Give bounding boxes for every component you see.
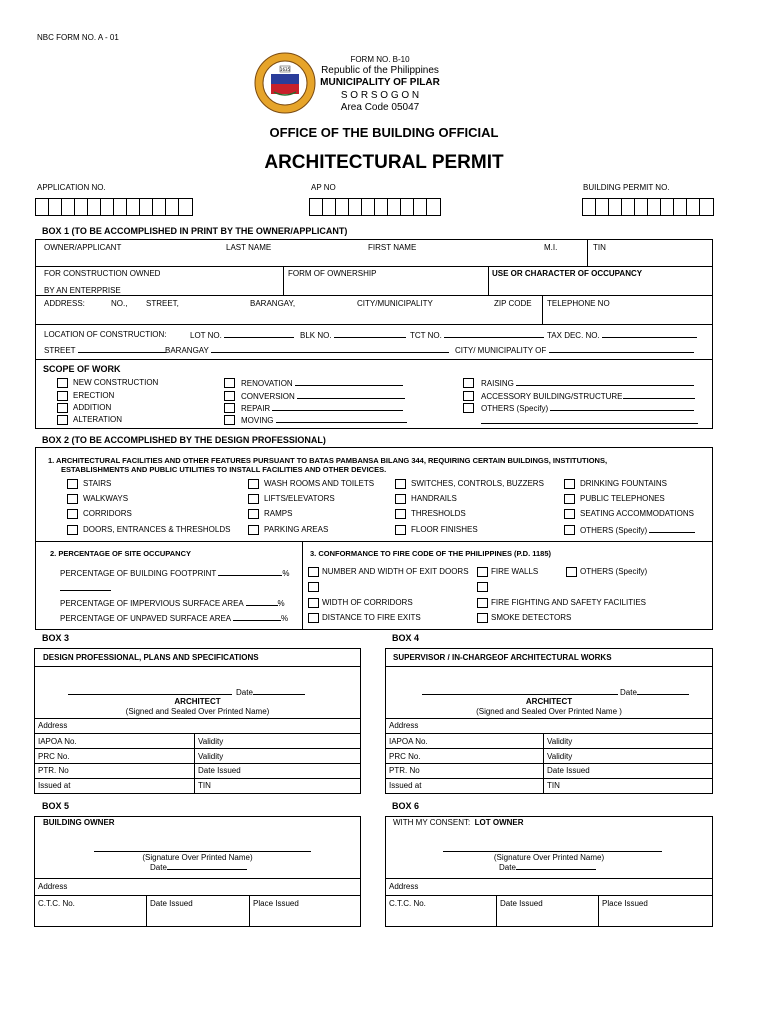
blk-no-line: [300, 330, 406, 341]
box4-architect-label: ARCHITECT: [525, 697, 573, 706]
fac-thresholds-checkbox[interactable]: [395, 509, 406, 519]
footprint-label: PERCENTAGE OF BUILDING FOOTPRINT: [60, 569, 217, 578]
fac-floor-finishes-label: FLOOR FINISHES: [411, 525, 478, 534]
tax-dec-label: TAX DEC. NO.: [547, 331, 600, 340]
page-title: ARCHITECTURAL PERMIT: [264, 152, 504, 173]
city-line: [455, 345, 694, 356]
box3-heading: DESIGN PROFESSIONAL, PLANS AND SPECIFICATIONS: [43, 653, 259, 662]
impervious-label: PERCENTAGE OF IMPERVIOUS SURFACE AREA: [60, 599, 244, 608]
scope-others-extra-line[interactable]: [481, 423, 698, 424]
box3-date-label: Date: [236, 688, 253, 697]
ap-no-label: AP NO: [311, 183, 336, 192]
box3-validity1-label: Validity: [198, 737, 224, 746]
fire-others-checkbox[interactable]: [566, 567, 577, 577]
fire-exit-doors-checkbox[interactable]: [308, 567, 319, 577]
item1-line1: 1. ARCHITECTURAL FACILITIES AND OTHER FEATURES PURSUANT TO BATAS PAMBANSA BILANG 344, REQUIRING CERTAIN BUILDINGS, INSTITUTIONS,: [48, 456, 608, 465]
impervious-line: [60, 598, 285, 609]
scope-of-work-heading: SCOPE OF WORK: [43, 364, 121, 374]
street-label: STREET: [44, 346, 76, 355]
fire-fighting-checkbox[interactable]: [477, 598, 488, 608]
scope-others-label: OTHERS (Specify): [481, 404, 549, 413]
office-title: OFFICE OF THE BUILDING OFFICIAL: [269, 125, 499, 140]
first-name-label: FIRST NAME: [368, 243, 417, 252]
fac-walkways-label: WALKWAYS: [83, 494, 129, 503]
box3-address-label: Address: [38, 721, 68, 730]
fac-washrooms-checkbox[interactable]: [248, 479, 259, 489]
box6-lot-owner-label: LOT OWNER: [474, 818, 524, 827]
address-no-label: NO.,: [111, 299, 128, 308]
lot-no-label: LOT NO.: [190, 331, 222, 340]
box1-heading: BOX 1 (TO BE ACCOMPLISHED IN PRINT BY THE OWNER/APPLICANT): [42, 226, 348, 236]
fire-blank-checkbox-1[interactable]: [308, 582, 319, 592]
impervious-pct: %: [277, 599, 285, 608]
box6-date-line: [499, 862, 596, 873]
box3-label: BOX 3: [42, 633, 70, 643]
footprint-extra-line[interactable]: [60, 590, 111, 591]
box5-signature-label: (Signature Over Printed Name): [142, 853, 253, 862]
box6-signature-line[interactable]: [443, 851, 662, 852]
fac-telephones-checkbox[interactable]: [564, 494, 575, 504]
barangay-label: BARANGAY: [165, 346, 209, 355]
fac-washrooms-label: WASH ROOMS AND TOILETS: [264, 479, 375, 488]
blk-no-label: BLK NO.: [300, 331, 332, 340]
box5-signature-line[interactable]: [94, 851, 311, 852]
zip-code-label: ZIP CODE: [494, 299, 532, 308]
scope-addition-checkbox[interactable]: [57, 403, 68, 413]
footprint-pct: %: [282, 569, 290, 578]
fac-stairs-checkbox[interactable]: [67, 479, 78, 489]
location-label: LOCATION OF CONSTRUCTION:: [44, 330, 167, 339]
scope-renovation-line: [241, 378, 403, 389]
fire-fighting-label: FIRE FIGHTING AND SAFETY FACILITIES: [491, 598, 646, 607]
scope-others-checkbox[interactable]: [463, 403, 474, 413]
fac-drinking-checkbox[interactable]: [564, 479, 575, 489]
scope-conversion-line: [241, 391, 405, 402]
fac-ramps-checkbox[interactable]: [248, 509, 259, 519]
distance-exits-label: DISTANCE TO FIRE EXITS: [322, 613, 421, 622]
box3-issued-at-label: Issued at: [38, 781, 71, 790]
box4-signature-line[interactable]: [422, 694, 618, 695]
fac-ramps-label: RAMPS: [264, 509, 293, 518]
fire-exit-doors-label: NUMBER AND WIDTH OF EXIT DOORS: [322, 567, 469, 576]
box4-tin-label: TIN: [547, 781, 560, 790]
use-character-label: USE OR CHARACTER OF OCCUPANCY: [492, 269, 643, 278]
box4-signed-label: (Signed and Sealed Over Printed Name ): [476, 707, 622, 716]
scope-accessory-checkbox[interactable]: [463, 391, 474, 401]
tin-label: TIN: [593, 243, 606, 252]
scope-others-line: [481, 403, 694, 414]
city-municipality-label: CITY/ MUNICIPALITY OF: [455, 346, 547, 355]
unpaved-line: [60, 613, 288, 624]
box6-consent-line: [393, 818, 524, 828]
application-no-label: APPLICATION NO.: [37, 183, 106, 192]
seal-year: 1635: [279, 67, 291, 72]
area-code-label: Area Code 05047: [340, 102, 420, 113]
scope-addition-label: ADDITION: [73, 403, 112, 412]
box6-ctc-label: C.T.C. No.: [389, 899, 426, 908]
address-label: ADDRESS:: [44, 299, 85, 308]
box3-ptr-label: PTR. No: [38, 766, 69, 775]
building-permit-no-label: BUILDING PERMIT NO.: [583, 183, 670, 192]
smoke-detectors-label: SMOKE DETECTORS: [491, 613, 572, 622]
tax-dec-line: [547, 330, 697, 341]
item1-line2: ESTABLISHMENTS AND PUBLIC UTILITIES TO INSTALL FACILITIES AND OTHER DEVICES.: [61, 465, 387, 474]
box3-architect-label: ARCHITECT: [174, 697, 221, 706]
scope-new-construction-label: NEW CONSTRUCTION: [73, 378, 159, 387]
fac-lifts-label: LIFTS/ELEVATORS: [264, 494, 335, 503]
fac-thresholds-label: THRESHOLDS: [411, 509, 466, 518]
scope-accessory-line: [481, 391, 695, 402]
box6-label: BOX 6: [392, 801, 420, 811]
box5-label: BOX 5: [42, 801, 70, 811]
fac-doors-label: DOORS, ENTRANCES & THRESHOLDS: [83, 525, 231, 534]
nbc-form-number: NBC FORM NO. A - 01: [37, 33, 119, 42]
fac-switches-label: SWITCHES, CONTROLS, BUZZERS: [411, 479, 544, 488]
fac-parking-checkbox[interactable]: [248, 525, 259, 535]
fire-walls-checkbox[interactable]: [477, 567, 488, 577]
fac-others-label: OTHERS (Specify): [580, 526, 648, 535]
box4-label: BOX 4: [392, 633, 420, 643]
scope-alteration-checkbox[interactable]: [57, 415, 68, 425]
box5-address-label: Address: [38, 882, 68, 891]
box4-address-label: Address: [389, 721, 419, 730]
box4-heading: SUPERVISOR / IN-CHARGEOF ARCHITECTURAL WORKS: [393, 653, 612, 662]
scope-moving-line: [241, 415, 407, 426]
address-city-label: CITY/MUNICIPALITY: [357, 299, 433, 308]
barangay-line: [165, 345, 449, 356]
scope-repair-checkbox[interactable]: [224, 403, 235, 413]
scope-erection-label: ERECTION: [73, 391, 115, 400]
box6-address-label: Address: [389, 882, 419, 891]
fac-parking-label: PARKING AREAS: [264, 525, 329, 534]
scope-repair-line: [241, 403, 403, 414]
fac-others-checkbox[interactable]: [564, 525, 575, 535]
box5-date-label: Date: [150, 863, 167, 872]
scope-raising-line: [481, 378, 694, 389]
box5-date-line: [150, 862, 247, 873]
address-street-label: STREET,: [146, 299, 179, 308]
box4-iapoa-label: IAPOA No.: [389, 737, 428, 746]
unpaved-label: PERCENTAGE OF UNPAVED SURFACE AREA: [60, 614, 231, 623]
item2-heading: 2. PERCENTAGE OF SITE OCCUPANCY: [50, 549, 191, 558]
box6-place-issued-label: Place Issued: [602, 899, 648, 908]
box5-heading: BUILDING OWNER: [43, 818, 115, 827]
fac-seating-checkbox[interactable]: [564, 509, 575, 519]
building-permit-no-field[interactable]: [582, 198, 714, 216]
fire-others-label: OTHERS (Specify): [580, 567, 648, 576]
fac-drinking-label: DRINKING FOUNTAINS: [580, 479, 667, 488]
smoke-detectors-checkbox[interactable]: [477, 613, 488, 623]
owner-applicant-label: OWNER/APPLICANT: [44, 243, 122, 252]
scope-repair-label: REPAIR: [241, 404, 271, 413]
box3-tin-label: TIN: [198, 781, 211, 790]
box6-date-issued-label: Date Issued: [500, 899, 543, 908]
fac-seating-label: SEATING ACCOMMODATIONS: [580, 509, 694, 518]
box4-prc-label: PRC No.: [389, 752, 421, 761]
fac-lifts-checkbox[interactable]: [248, 494, 259, 504]
province-label: S O R S O G O N: [340, 90, 420, 101]
fac-handrails-checkbox[interactable]: [395, 494, 406, 504]
scope-renovation-label: RENOVATION: [241, 379, 293, 388]
owner-name-field[interactable]: [40, 253, 580, 265]
address-barangay-label: BARANGAY,: [250, 299, 296, 308]
box4-ptr-label: PTR. No: [389, 766, 420, 775]
scope-accessory-label: ACCESSORY BUILDING/STRUCTURE: [481, 392, 623, 401]
box4-date-label: Date: [620, 688, 637, 697]
republic-label: Republic of the Philippines: [321, 65, 439, 76]
distance-exits-checkbox[interactable]: [308, 613, 319, 623]
form-no-b10: FORM NO. B-10: [350, 55, 410, 64]
fac-doors-checkbox[interactable]: [67, 525, 78, 535]
fac-walkways-checkbox[interactable]: [67, 494, 78, 504]
fac-telephones-label: PUBLIC TELEPHONES: [580, 494, 665, 503]
mi-label: M.I.: [544, 243, 558, 252]
box3-iapoa-label: IAPOA No.: [38, 737, 77, 746]
fac-floor-finishes-checkbox[interactable]: [395, 525, 406, 535]
tct-no-line: [410, 330, 544, 341]
by-enterprise-label: BY AN ENTERPRISE: [44, 286, 121, 295]
footprint-line: [60, 568, 290, 579]
box3-prc-label: PRC No.: [38, 752, 70, 761]
scope-moving-label: MOVING: [241, 416, 274, 425]
fac-stairs-label: STAIRS: [83, 479, 112, 488]
box6-date-label: Date: [499, 863, 516, 872]
last-name-label: LAST NAME: [226, 243, 272, 252]
box4-validity1-label: Validity: [547, 737, 573, 746]
box4-issued-at-label: Issued at: [389, 781, 422, 790]
fac-handrails-label: HANDRAILS: [411, 494, 457, 503]
fac-corridors-checkbox[interactable]: [67, 509, 78, 519]
unpaved-pct: %: [280, 614, 289, 623]
width-corridors-checkbox[interactable]: [308, 598, 319, 608]
fire-blank-checkbox-2[interactable]: [477, 582, 488, 592]
scope-new-construction-checkbox[interactable]: [57, 378, 68, 388]
box5-date-issued-label: Date Issued: [150, 899, 193, 908]
fac-others-line: [580, 525, 695, 536]
box6-consent-label: WITH MY CONSENT:: [393, 818, 471, 827]
scope-raising-checkbox[interactable]: [463, 378, 474, 388]
scope-conversion-checkbox[interactable]: [224, 391, 235, 401]
fac-corridors-label: CORRIDORS: [83, 509, 132, 518]
fac-switches-checkbox[interactable]: [395, 479, 406, 489]
lot-no-line: [190, 330, 294, 341]
scope-conversion-label: CONVERSION: [241, 392, 295, 401]
form-of-ownership-label: FORM OF OWNERSHIP: [288, 269, 377, 278]
street-line: [44, 345, 166, 356]
box3-validity2-label: Validity: [198, 752, 224, 761]
scope-alteration-label: ALTERATION: [73, 415, 123, 424]
box4-validity2-label: Validity: [547, 752, 573, 761]
box5-place-issued-label: Place Issued: [253, 899, 299, 908]
tct-no-label: TCT NO.: [410, 331, 442, 340]
municipality-label: MUNICIPALITY OF PILAR: [320, 77, 440, 88]
scope-renovation-checkbox[interactable]: [224, 378, 235, 388]
item3-heading: 3. CONFORMANCE TO FIRE CODE OF THE PHILIPPINES (P.D. 1185): [310, 549, 552, 558]
telephone-label: TELEPHONE NO: [547, 299, 610, 308]
scope-raising-label: RAISING: [481, 379, 514, 388]
scope-moving-checkbox[interactable]: [224, 415, 235, 425]
scope-erection-checkbox[interactable]: [57, 391, 68, 401]
box3-signed-label: (Signed and Sealed Over Printed Name): [125, 707, 270, 716]
ap-no-field[interactable]: [309, 198, 441, 216]
box4-date-issued-label: Date Issued: [547, 766, 590, 775]
box3-date-issued-label: Date Issued: [198, 766, 241, 775]
width-corridors-label: WIDTH OF CORRIDORS: [322, 598, 413, 607]
for-construction-label: FOR CONSTRUCTION OWNED: [44, 269, 161, 278]
box6-signature-label: (Signature Over Printed Name): [493, 853, 605, 862]
application-no-field[interactable]: [35, 198, 193, 216]
box5-ctc-label: C.T.C. No.: [38, 899, 75, 908]
fire-walls-label: FIRE WALLS: [491, 567, 539, 576]
box2-heading: BOX 2 (TO BE ACCOMPLISHED BY THE DESIGN PROFESSIONAL): [42, 435, 326, 445]
box3-signature-line[interactable]: [68, 694, 232, 695]
